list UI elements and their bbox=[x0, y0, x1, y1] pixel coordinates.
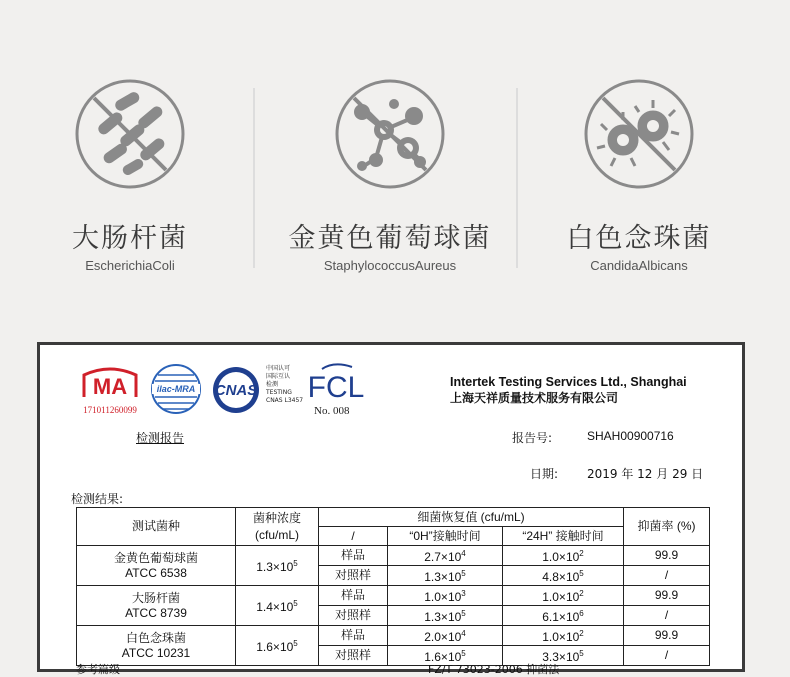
value-24h bbox=[503, 566, 624, 586]
strain-atcc: ATCC 8739 bbox=[125, 605, 187, 620]
rate-value: / bbox=[624, 606, 710, 626]
header-rate: 抑菌率 (%) bbox=[624, 508, 710, 546]
rate-value: 99.9 bbox=[624, 586, 710, 606]
value-0h bbox=[388, 546, 503, 566]
header-slash: / bbox=[319, 527, 388, 546]
control-label: 对照样 bbox=[319, 606, 388, 626]
bacteria-banner bbox=[0, 0, 790, 338]
table-row bbox=[77, 626, 710, 646]
strain-name: 金黄色葡萄球菌 bbox=[113, 550, 198, 565]
concentration-cell bbox=[236, 546, 319, 586]
bacteria-candida bbox=[564, 78, 714, 273]
date-label: 日期: bbox=[530, 467, 559, 481]
exponent: 4 bbox=[461, 549, 466, 558]
cnas-info-line: 中国认可 bbox=[266, 365, 291, 372]
e-coli-icon bbox=[74, 78, 186, 190]
header-concentration-label: 菌种浓度 bbox=[252, 510, 301, 525]
concentration-value: 1.3×10 bbox=[256, 560, 294, 574]
fcl-text: FCL bbox=[308, 371, 364, 403]
value-24h bbox=[503, 586, 624, 606]
header-concentration-unit: (cfu/mL) bbox=[254, 527, 299, 542]
cnas-info bbox=[266, 365, 303, 405]
results-label: 检测结果: bbox=[71, 492, 124, 506]
value: 1.6×10 bbox=[424, 650, 462, 664]
footer-reference: 参考篇级 bbox=[76, 663, 120, 676]
exponent: 2 bbox=[579, 549, 584, 558]
cnas-info-line: CNAS L3457 bbox=[266, 397, 304, 404]
strain-atcc: ATCC 10231 bbox=[121, 645, 191, 660]
concentration-value: 1.4×10 bbox=[256, 600, 294, 614]
value: 1.0×10 bbox=[542, 590, 580, 604]
exponent: 5 bbox=[461, 569, 466, 578]
report-number-label: 报告号: bbox=[512, 431, 553, 445]
divider bbox=[253, 88, 255, 268]
exponent: 5 bbox=[579, 649, 584, 658]
exponent: 4 bbox=[461, 629, 466, 638]
value: 6.1×10 bbox=[542, 610, 580, 624]
table-row bbox=[77, 546, 710, 566]
results-table bbox=[76, 507, 710, 666]
cnas-text: CNAS bbox=[214, 382, 258, 399]
exponent: 6 bbox=[579, 609, 584, 618]
header-strain: 测试菌种 bbox=[77, 508, 236, 546]
report-number: SHAH00900716 bbox=[587, 429, 674, 443]
sample-label: 样品 bbox=[319, 586, 388, 606]
rate-value: / bbox=[624, 566, 710, 586]
header-0h: “0H”接触时间 bbox=[388, 527, 503, 546]
cnas-info-line: 检测 bbox=[266, 381, 279, 388]
bacteria-name-cn: 金黄色葡萄球菌 bbox=[288, 223, 492, 254]
bacteria-name-cn: 白色念珠菌 bbox=[566, 223, 712, 254]
value-24h bbox=[503, 626, 624, 646]
header-concentration bbox=[236, 508, 319, 546]
ma-logo-text: MA bbox=[92, 374, 128, 399]
strain-name: 白色念珠菌 bbox=[125, 630, 186, 645]
candida-icon bbox=[583, 78, 695, 190]
exponent: 3 bbox=[461, 589, 466, 598]
concentration-cell bbox=[236, 586, 319, 626]
value: 1.3×10 bbox=[424, 610, 462, 624]
cnas-info-line: TESTING bbox=[266, 389, 292, 396]
test-report bbox=[37, 342, 745, 676]
rate-value: / bbox=[624, 646, 710, 666]
ma-logo bbox=[78, 367, 142, 415]
bacteria-e-coli bbox=[65, 78, 195, 273]
bacteria-name-en: CandidaAlbicans bbox=[590, 258, 688, 273]
value-0h bbox=[388, 566, 503, 586]
cnas-icon bbox=[210, 365, 262, 415]
concentration-exponent: 5 bbox=[293, 599, 298, 608]
table-row bbox=[77, 586, 710, 606]
ma-number: 171011260099 bbox=[83, 405, 137, 415]
value-0h bbox=[388, 626, 503, 646]
control-label: 对照样 bbox=[319, 566, 388, 586]
value: 1.0×10 bbox=[542, 550, 580, 564]
strain-name: 大肠杆菌 bbox=[131, 590, 180, 605]
ma-logo-icon bbox=[78, 367, 142, 401]
exponent: 2 bbox=[579, 629, 584, 638]
bacteria-name-en: StaphylococcusAureus bbox=[323, 258, 457, 273]
value-24h bbox=[503, 546, 624, 566]
company-name-en: Intertek Testing Services Ltd., Shanghai bbox=[450, 375, 687, 389]
footer-standard: FZ/T 73023-2006 抑菌法 bbox=[428, 663, 560, 676]
exponent: 5 bbox=[579, 569, 584, 578]
control-label: 对照样 bbox=[319, 646, 388, 666]
fcl-logo bbox=[308, 363, 364, 417]
report-date: 2019 年 12 月 29 日 bbox=[587, 467, 704, 481]
strain-cell bbox=[77, 546, 236, 586]
value: 1.0×10 bbox=[424, 590, 462, 604]
value: 4.8×10 bbox=[542, 570, 580, 584]
bacteria-name-cn: 大肠杆菌 bbox=[72, 223, 188, 254]
exponent: 2 bbox=[579, 589, 584, 598]
concentration-value: 1.6×10 bbox=[256, 640, 294, 654]
value-0h bbox=[388, 586, 503, 606]
strain-cell bbox=[77, 626, 236, 666]
header-24h: “24H” 接触时间 bbox=[503, 527, 624, 546]
header-recovery: 细菌恢复值 (cfu/mL) bbox=[319, 508, 624, 527]
rate-value: 99.9 bbox=[624, 546, 710, 566]
ilac-mra-logo bbox=[150, 361, 202, 421]
concentration-exponent: 5 bbox=[293, 639, 298, 648]
strain-atcc: ATCC 6538 bbox=[125, 565, 187, 580]
value: 2.0×10 bbox=[424, 630, 462, 644]
rate-value: 99.9 bbox=[624, 626, 710, 646]
cnas-info-line: 国际互认 bbox=[266, 373, 291, 380]
value: 1.0×10 bbox=[542, 630, 580, 644]
value: 1.3×10 bbox=[424, 570, 462, 584]
ilac-mra-text: ilac-MRA bbox=[156, 384, 196, 394]
value-0h bbox=[388, 606, 503, 626]
fcl-number: No. 008 bbox=[314, 405, 350, 417]
fcl-icon bbox=[308, 363, 364, 403]
value: 2.7×10 bbox=[424, 550, 462, 564]
value: 3.3×10 bbox=[542, 650, 580, 664]
concentration-cell bbox=[236, 626, 319, 666]
divider bbox=[516, 88, 518, 268]
sample-label: 样品 bbox=[319, 546, 388, 566]
sample-label: 样品 bbox=[319, 626, 388, 646]
report-title: 检测报告 bbox=[136, 431, 185, 445]
concentration-exponent: 5 bbox=[293, 559, 298, 568]
ilac-mra-icon bbox=[150, 361, 202, 417]
value-24h bbox=[503, 606, 624, 626]
staphylococcus-icon bbox=[334, 78, 446, 190]
exponent: 5 bbox=[461, 649, 466, 658]
bacteria-staphylococcus bbox=[280, 78, 500, 273]
exponent: 5 bbox=[461, 609, 466, 618]
cnas-logo bbox=[210, 365, 262, 419]
bacteria-name-en: EscherichiaColi bbox=[85, 258, 175, 273]
strain-cell bbox=[77, 586, 236, 626]
company-name-cn: 上海天祥质量技术服务有限公司 bbox=[450, 391, 619, 405]
